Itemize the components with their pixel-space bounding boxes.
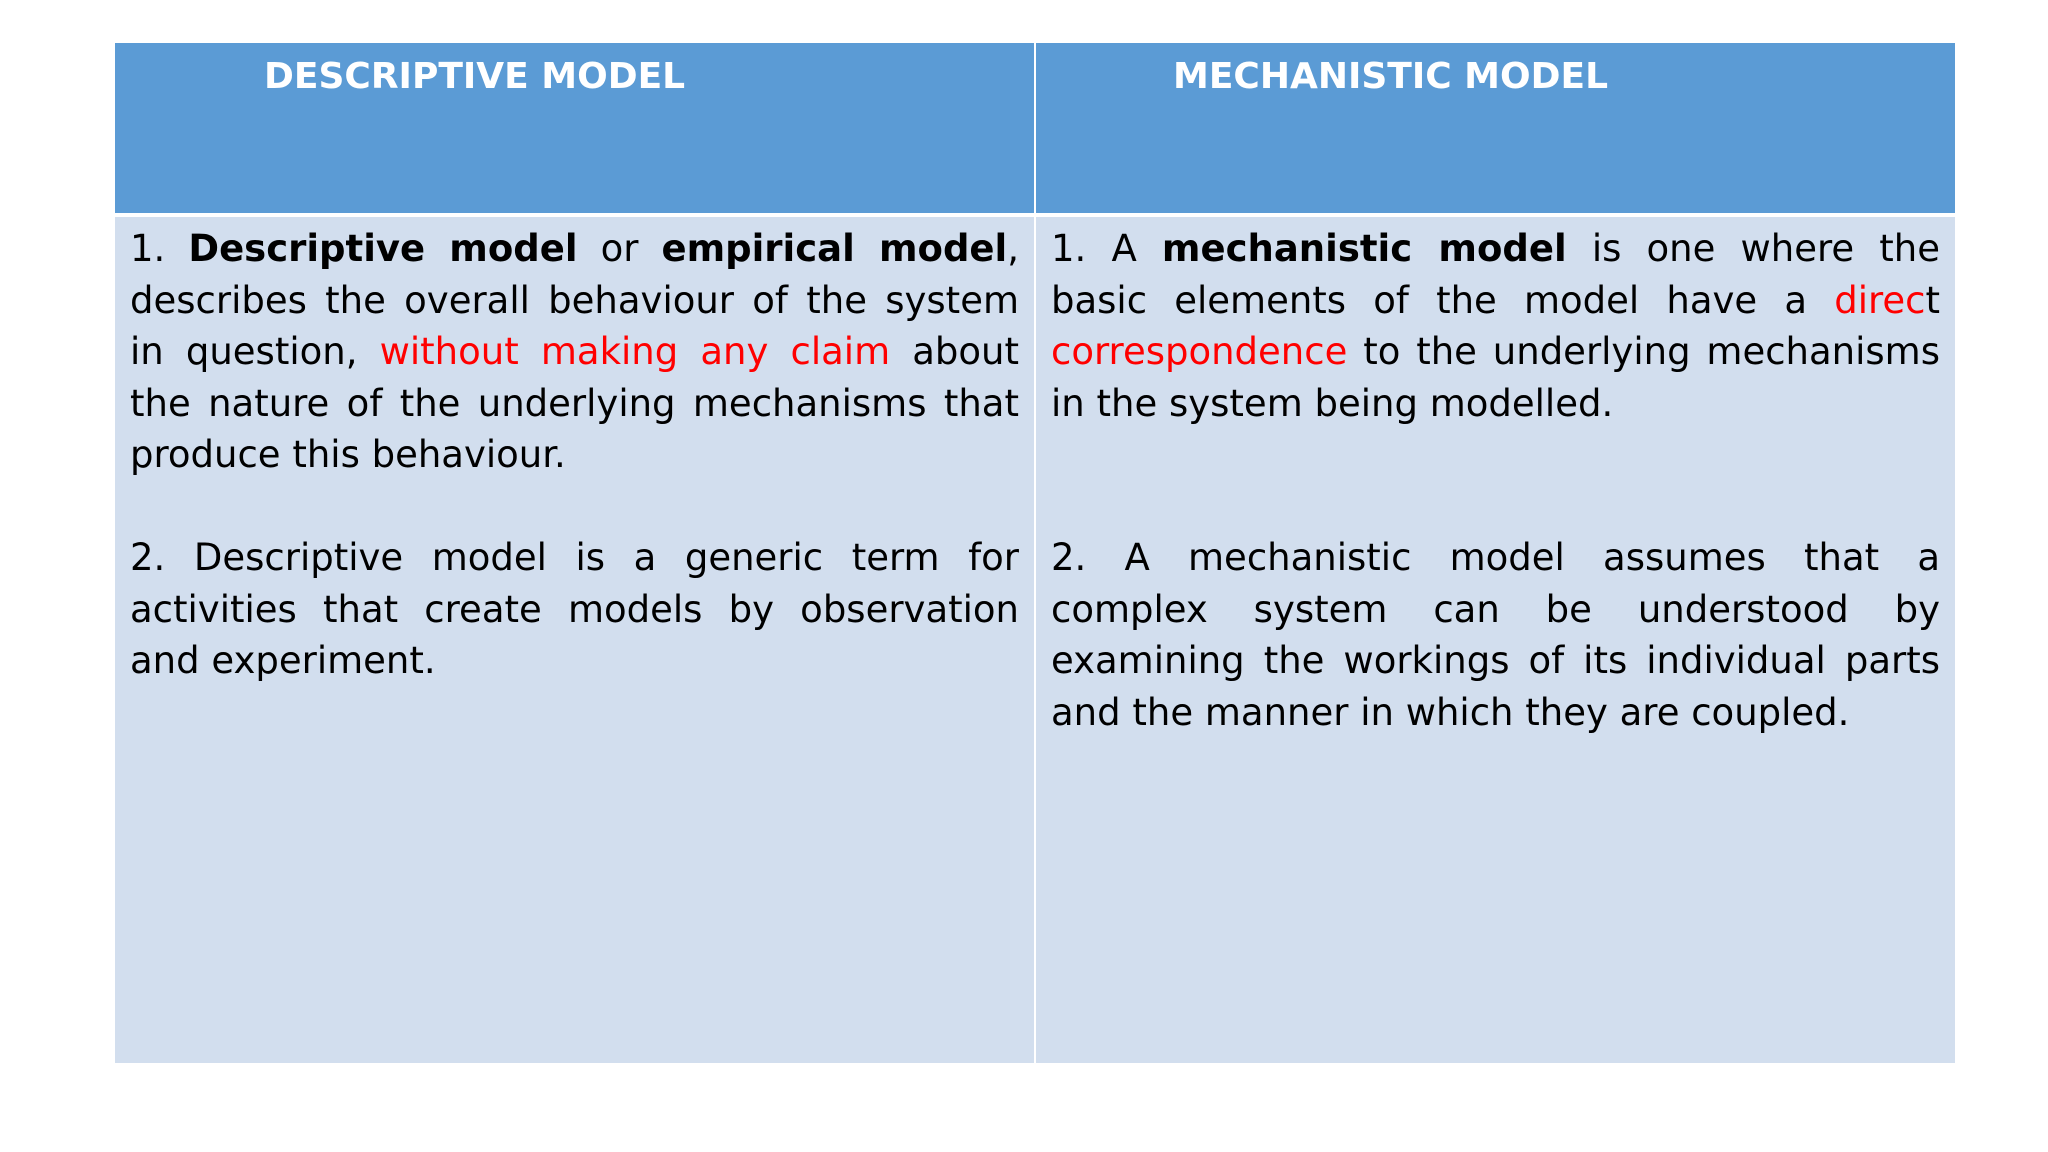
descriptive-p1-text-a: , describes the overall behaviour of the system in question, xyxy=(130,227,1019,373)
descriptive-paragraph-1 xyxy=(130,223,1019,481)
empirical-model-term: empirical model xyxy=(661,227,1008,270)
descriptive-model-term: Descriptive model xyxy=(188,227,578,270)
mechanistic-p1-text-mid: t xyxy=(1925,278,1941,322)
descriptive-p1-text-b: about the nature of the underlying mechanisms that produce this behaviour. xyxy=(130,330,1020,476)
paragraph-spacer xyxy=(1051,429,1940,532)
descriptive-p1-or: or xyxy=(600,227,639,270)
descriptive-p1-highlight: without making any claim xyxy=(379,330,891,373)
mechanistic-paragraph-1 xyxy=(1051,223,1940,429)
mechanistic-paragraph-2: 2. A mechanistic model assumes that a complex system can be understood by examining the workings of its individual parts and the manner in which they are coupled. xyxy=(1051,536,1940,734)
descriptive-p1-number: 1. xyxy=(130,227,166,270)
mechanistic-p1-text-b: to the underlying mechanisms in the system being modelled. xyxy=(1051,330,1940,425)
mechanistic-p1-text-a: is one where the basic elements of the model have a xyxy=(1051,227,1941,322)
header-descriptive-model: DESCRIPTIVE MODEL xyxy=(115,43,1034,213)
mechanistic-p1-highlight-direct: direc xyxy=(1834,278,1926,322)
mechanistic-p1-lead: 1. A xyxy=(1051,227,1137,270)
mechanistic-p1-highlight-correspondence: correspondence xyxy=(1051,330,1348,373)
mechanistic-model-term: mechanistic model xyxy=(1161,227,1567,270)
paragraph-spacer xyxy=(130,481,1019,533)
mechanistic-model-cell xyxy=(1036,217,1955,1063)
comparison-table xyxy=(115,43,1955,1063)
header-mechanistic-model: MECHANISTIC MODEL xyxy=(1036,43,1955,213)
descriptive-paragraph-2: 2. Descriptive model is a generic term for activities that create models by observation and experiment. xyxy=(130,536,1019,682)
descriptive-model-cell xyxy=(115,217,1034,1063)
